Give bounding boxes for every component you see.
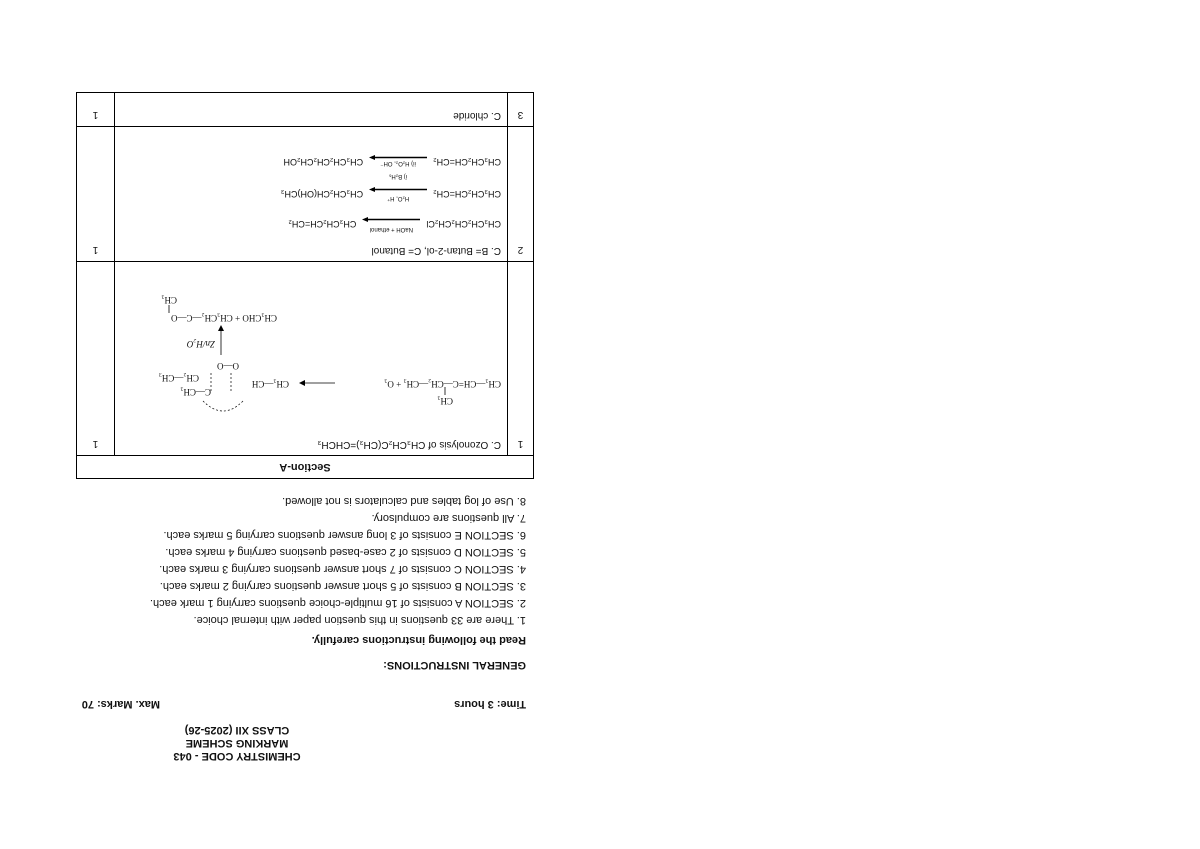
instruction-item: 3. SECTION B consists of 5 short answer questions carrying 2 marks each. xyxy=(159,580,526,592)
ozonolysis-scheme xyxy=(121,281,501,431)
reaction-line xyxy=(121,155,501,179)
instruction-item: 2. SECTION A consists of 16 multiple-choice questions carrying 1 mark each. xyxy=(150,597,526,609)
ozonide-top: CH₃—CH xyxy=(251,379,289,389)
reaction-right: CH₃CH₂CH₂CH₂OH xyxy=(283,157,364,167)
reaction-arrow xyxy=(362,217,420,231)
instruction-item: 1. There are 33 questions in this question paper with internal choice. xyxy=(193,614,526,626)
reaction-right: CH₃CH₂CH(OH)CH₃ xyxy=(280,189,364,199)
ozonide-side: C—CH₃ xyxy=(180,387,211,397)
arrow-icon xyxy=(369,155,427,160)
product-branch: CH₃ xyxy=(161,295,177,305)
answer-cell xyxy=(115,262,508,456)
instruction-item: 7. All questions are compulsory. xyxy=(371,512,526,524)
arrow-condition-2: ii) H₂O₂, OH⁻ xyxy=(380,160,416,166)
instruction-item: 8. Use of log tables and calculators is not allowed. xyxy=(282,495,526,507)
reaction-line xyxy=(121,187,501,201)
question-number: 1 xyxy=(508,262,534,456)
section-heading: Section-A xyxy=(77,456,534,479)
ozonide-mid: O—O xyxy=(217,361,239,371)
question-number: 3 xyxy=(508,93,534,127)
arrow-icon xyxy=(369,187,427,192)
read-instructions: Read the following instructions carefully. xyxy=(311,634,526,646)
reaction-arrow xyxy=(369,187,427,201)
header-class: CLASS XII (2025-26) xyxy=(184,724,290,736)
instruction-item: 6. SECTION E consists of 3 long answer questions carrying 5 marks each. xyxy=(163,529,526,541)
arrow-condition: H₂O, H⁺ xyxy=(387,195,410,201)
ozonide-tail: CH₂—CH₃ xyxy=(158,373,199,383)
reagent-label: Zn/H₂O xyxy=(186,339,215,349)
table-row xyxy=(77,93,534,127)
table-row xyxy=(77,262,534,456)
general-instructions-heading: GENERAL INSTRUCTIONS: xyxy=(383,659,526,671)
marking-table xyxy=(76,92,534,479)
answer-text: C. B= Butan-2-ol, C= Butanol xyxy=(371,245,501,256)
question-number: 2 xyxy=(508,127,534,262)
answer-text: C. Ozonolysis of CH₃CH₂C(CH₃)=CHCH₃ xyxy=(317,439,501,450)
reaction-left: CH₃CH₂CH₂CH₂Cl xyxy=(426,219,501,229)
answer-text: C. chloride xyxy=(453,110,501,121)
reaction-line xyxy=(121,217,501,231)
marks-cell: 1 xyxy=(77,262,115,456)
instruction-item: 5. SECTION D consists of 2 case-based questions carrying 4 marks each. xyxy=(165,546,526,558)
arrow-condition: NaOH + ethanol xyxy=(369,226,413,232)
time-label: Time: 3 hours xyxy=(454,698,526,710)
reaction-left: CH₃CH₂CH=CH₂ xyxy=(433,189,501,199)
reaction-left: CH₃CH₂CH=CH₂ xyxy=(433,157,501,167)
table-row xyxy=(77,127,534,262)
ozonolysis-products: CH₃CHO + CH₃CH₂—C—O xyxy=(170,313,277,323)
marks-cell: 1 xyxy=(77,93,115,127)
marks-cell: 1 xyxy=(77,127,115,262)
arrow-condition: i) B₂H₆ xyxy=(389,173,408,179)
ozonolysis-reactant: CH₃—CH=C—CH₂—CH₃ + O₃ xyxy=(384,379,501,389)
reactant-branch: CH₃ xyxy=(437,396,453,406)
reaction-arrow xyxy=(369,155,427,179)
header-subtitle: MARKING SCHEME xyxy=(185,737,289,749)
answer-cell xyxy=(115,93,508,127)
reaction-right: CH₃CH₂CH=CH₂ xyxy=(288,219,357,229)
scheme-lines xyxy=(121,281,501,431)
max-marks-label: Max. Marks: 70 xyxy=(81,698,160,710)
header-title: CHEMISTRY CODE - 043 xyxy=(173,750,301,762)
instructions-list xyxy=(150,492,526,628)
answer-cell xyxy=(115,127,508,262)
arrow-icon xyxy=(362,217,420,222)
instruction-item: 4. SECTION C consists of 7 short answer questions carrying 3 marks each. xyxy=(159,563,526,575)
